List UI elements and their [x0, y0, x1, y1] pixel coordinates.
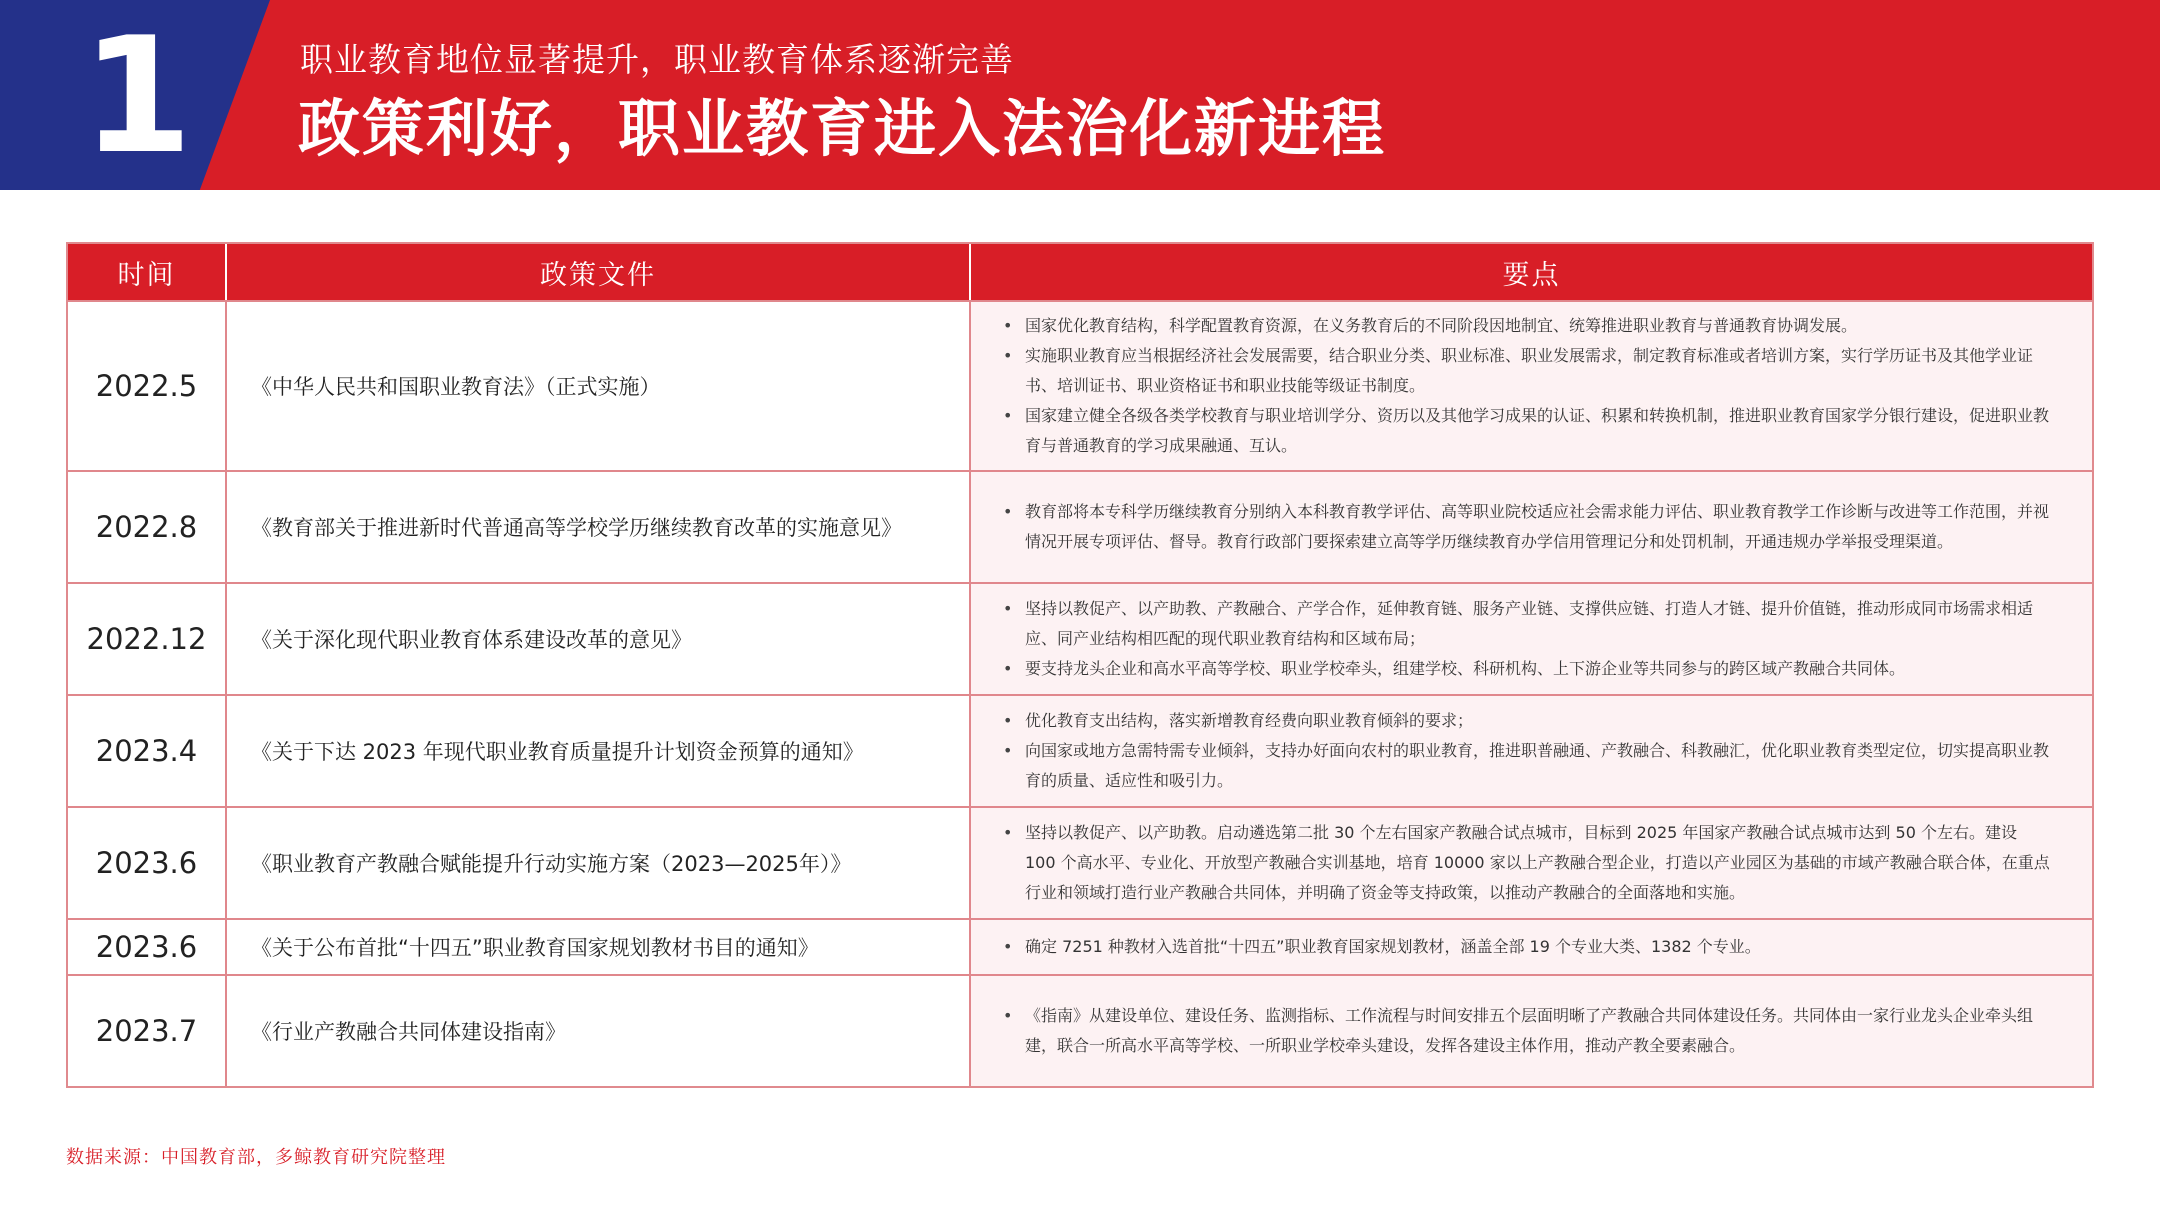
key-point-item: • 要支持龙头企业和高水平高等学校、职业学校牵头，组建学校、科研机构、上下游企业等共同参与的跨区域产教融合共同体。 — [1003, 654, 2052, 684]
table-row — [68, 582, 2092, 694]
row-policy-document: 《关于下达 2023 年现代职业教育质量提升计划资金预算的通知》 — [227, 696, 971, 806]
key-point-item: • 实施职业教育应当根据经济社会发展需要，结合职业分类、职业标准、职业发展需求，制定教育标准或者培训方案，实行学历证书及其他学业证书、培训证书、职业资格证书和职业技能等级证书制度。 — [1003, 341, 2052, 401]
row-date: 2023.6 — [68, 920, 227, 974]
row-date: 2023.6 — [68, 808, 227, 918]
row-key-points — [971, 302, 2092, 470]
policy-table — [66, 242, 2094, 1088]
key-points-list — [1003, 932, 2052, 962]
key-point-item: • 《指南》从建设单位、建设任务、监测指标、工作流程与时间安排五个层面明晰了产教融合共同体建设任务。共同体由一家行业龙头企业牵头组建，联合一所高水平高等学校、一所职业学校牵头建设，发挥各建设主体作用，推动产教全要素融合。 — [1003, 1001, 2052, 1061]
key-point-item: • 国家建立健全各级各类学校教育与职业培训学分、资历以及其他学习成果的认证、积累和转换机制，推进职业教育国家学分银行建设，促进职业教育与普通教育的学习成果融通、互认。 — [1003, 401, 2052, 461]
key-points-list — [1003, 1001, 2052, 1061]
row-policy-document: 《职业教育产教融合赋能提升行动实施方案（2023—2025年）》 — [227, 808, 971, 918]
key-points-list — [1003, 818, 2052, 908]
table-row — [68, 918, 2092, 974]
row-key-points — [971, 472, 2092, 582]
row-date: 2023.4 — [68, 696, 227, 806]
key-point-item: • 优化教育支出结构，落实新增教育经费向职业教育倾斜的要求； — [1003, 706, 2052, 736]
key-point-item: • 坚持以教促产、以产助教、产教融合、产学合作，延伸教育链、服务产业链、支撑供应链、打造人才链、提升价值链，推动形成同市场需求相适应、同产业结构相匹配的现代职业教育结构和区域布局； — [1003, 594, 2052, 654]
row-key-points — [971, 920, 2092, 974]
row-date: 2022.5 — [68, 302, 227, 470]
row-policy-document: 《行业产教融合共同体建设指南》 — [227, 976, 971, 1086]
table-row — [68, 806, 2092, 918]
table-row — [68, 694, 2092, 806]
row-date: 2023.7 — [68, 976, 227, 1086]
table-row — [68, 300, 2092, 470]
row-key-points — [971, 808, 2092, 918]
key-point-item: • 向国家或地方急需特需专业倾斜，支持办好面向农村的职业教育，推进职普融通、产教融合、科教融汇，优化职业教育类型定位，切实提高职业教育的质量、适应性和吸引力。 — [1003, 736, 2052, 796]
key-points-list — [1003, 594, 2052, 684]
row-policy-document: 《教育部关于推进新时代普通高等学校学历继续教育改革的实施意见》 — [227, 472, 971, 582]
row-policy-document: 《关于公布首批“十四五”职业教育国家规划教材书目的通知》 — [227, 920, 971, 974]
row-policy-document: 《关于深化现代职业教育体系建设改革的意见》 — [227, 584, 971, 694]
header-banner — [0, 0, 2160, 190]
key-points-list — [1003, 497, 2052, 557]
row-date: 2022.12 — [68, 584, 227, 694]
key-point-item: • 坚持以教促产、以产助教。启动遴选第二批 30 个左右国家产教融合试点城市，目标到 2025 年国家产教融合试点城市达到 50 个左右。建设 100 个高水平、专业化、开放型产教融合实训基地，培育 10000 家以上产教融合型企业，打造以产业园区为基础的市域产教融合联合体，在重点行业和领域打造行业产教融合共同体，并明确了资金等支持政策，以推动产教融合的全面落地和实施。 — [1003, 818, 2052, 908]
table-body — [68, 300, 2092, 1086]
row-policy-document: 《中华人民共和国职业教育法》（正式实施） — [227, 302, 971, 470]
data-source-note: 数据来源：中国教育部，多鲸教育研究院整理 — [66, 1147, 446, 1168]
table-row — [68, 974, 2092, 1086]
row-key-points — [971, 696, 2092, 806]
key-point-item: • 教育部将本专科学历继续教育分别纳入本科教育教学评估、高等职业院校适应社会需求能力评估、职业教育教学工作诊断与改进等工作范围，并视情况开展专项评估、督导。教育行政部门要探索建立高等学历继续教育办学信用管理记分和处罚机制，开通违规办学举报受理渠道。 — [1003, 497, 2052, 557]
row-key-points — [971, 584, 2092, 694]
table-row — [68, 470, 2092, 582]
page-subtitle: 职业教育地位显著提升，职业教育体系逐渐完善 — [300, 40, 1014, 79]
column-header-policy: 政策文件 — [227, 244, 971, 300]
page-title: 政策利好，职业教育进入法治化新进程 — [298, 92, 1387, 165]
column-header-time: 时间 — [68, 244, 227, 300]
table-header — [68, 244, 2092, 300]
row-date: 2022.8 — [68, 472, 227, 582]
row-key-points — [971, 976, 2092, 1086]
key-points-list — [1003, 311, 2052, 461]
key-points-list — [1003, 706, 2052, 796]
key-point-item: • 确定 7251 种教材入选首批“十四五”职业教育国家规划教材，涵盖全部 19 个专业大类、1382 个专业。 — [1003, 932, 2052, 962]
column-header-points: 要点 — [1502, 259, 1561, 291]
key-point-item: • 国家优化教育结构，科学配置教育资源，在义务教育后的不同阶段因地制宜、统筹推进职业教育与普通教育协调发展。 — [1003, 311, 2052, 341]
section-number: 1 — [81, 2, 193, 189]
